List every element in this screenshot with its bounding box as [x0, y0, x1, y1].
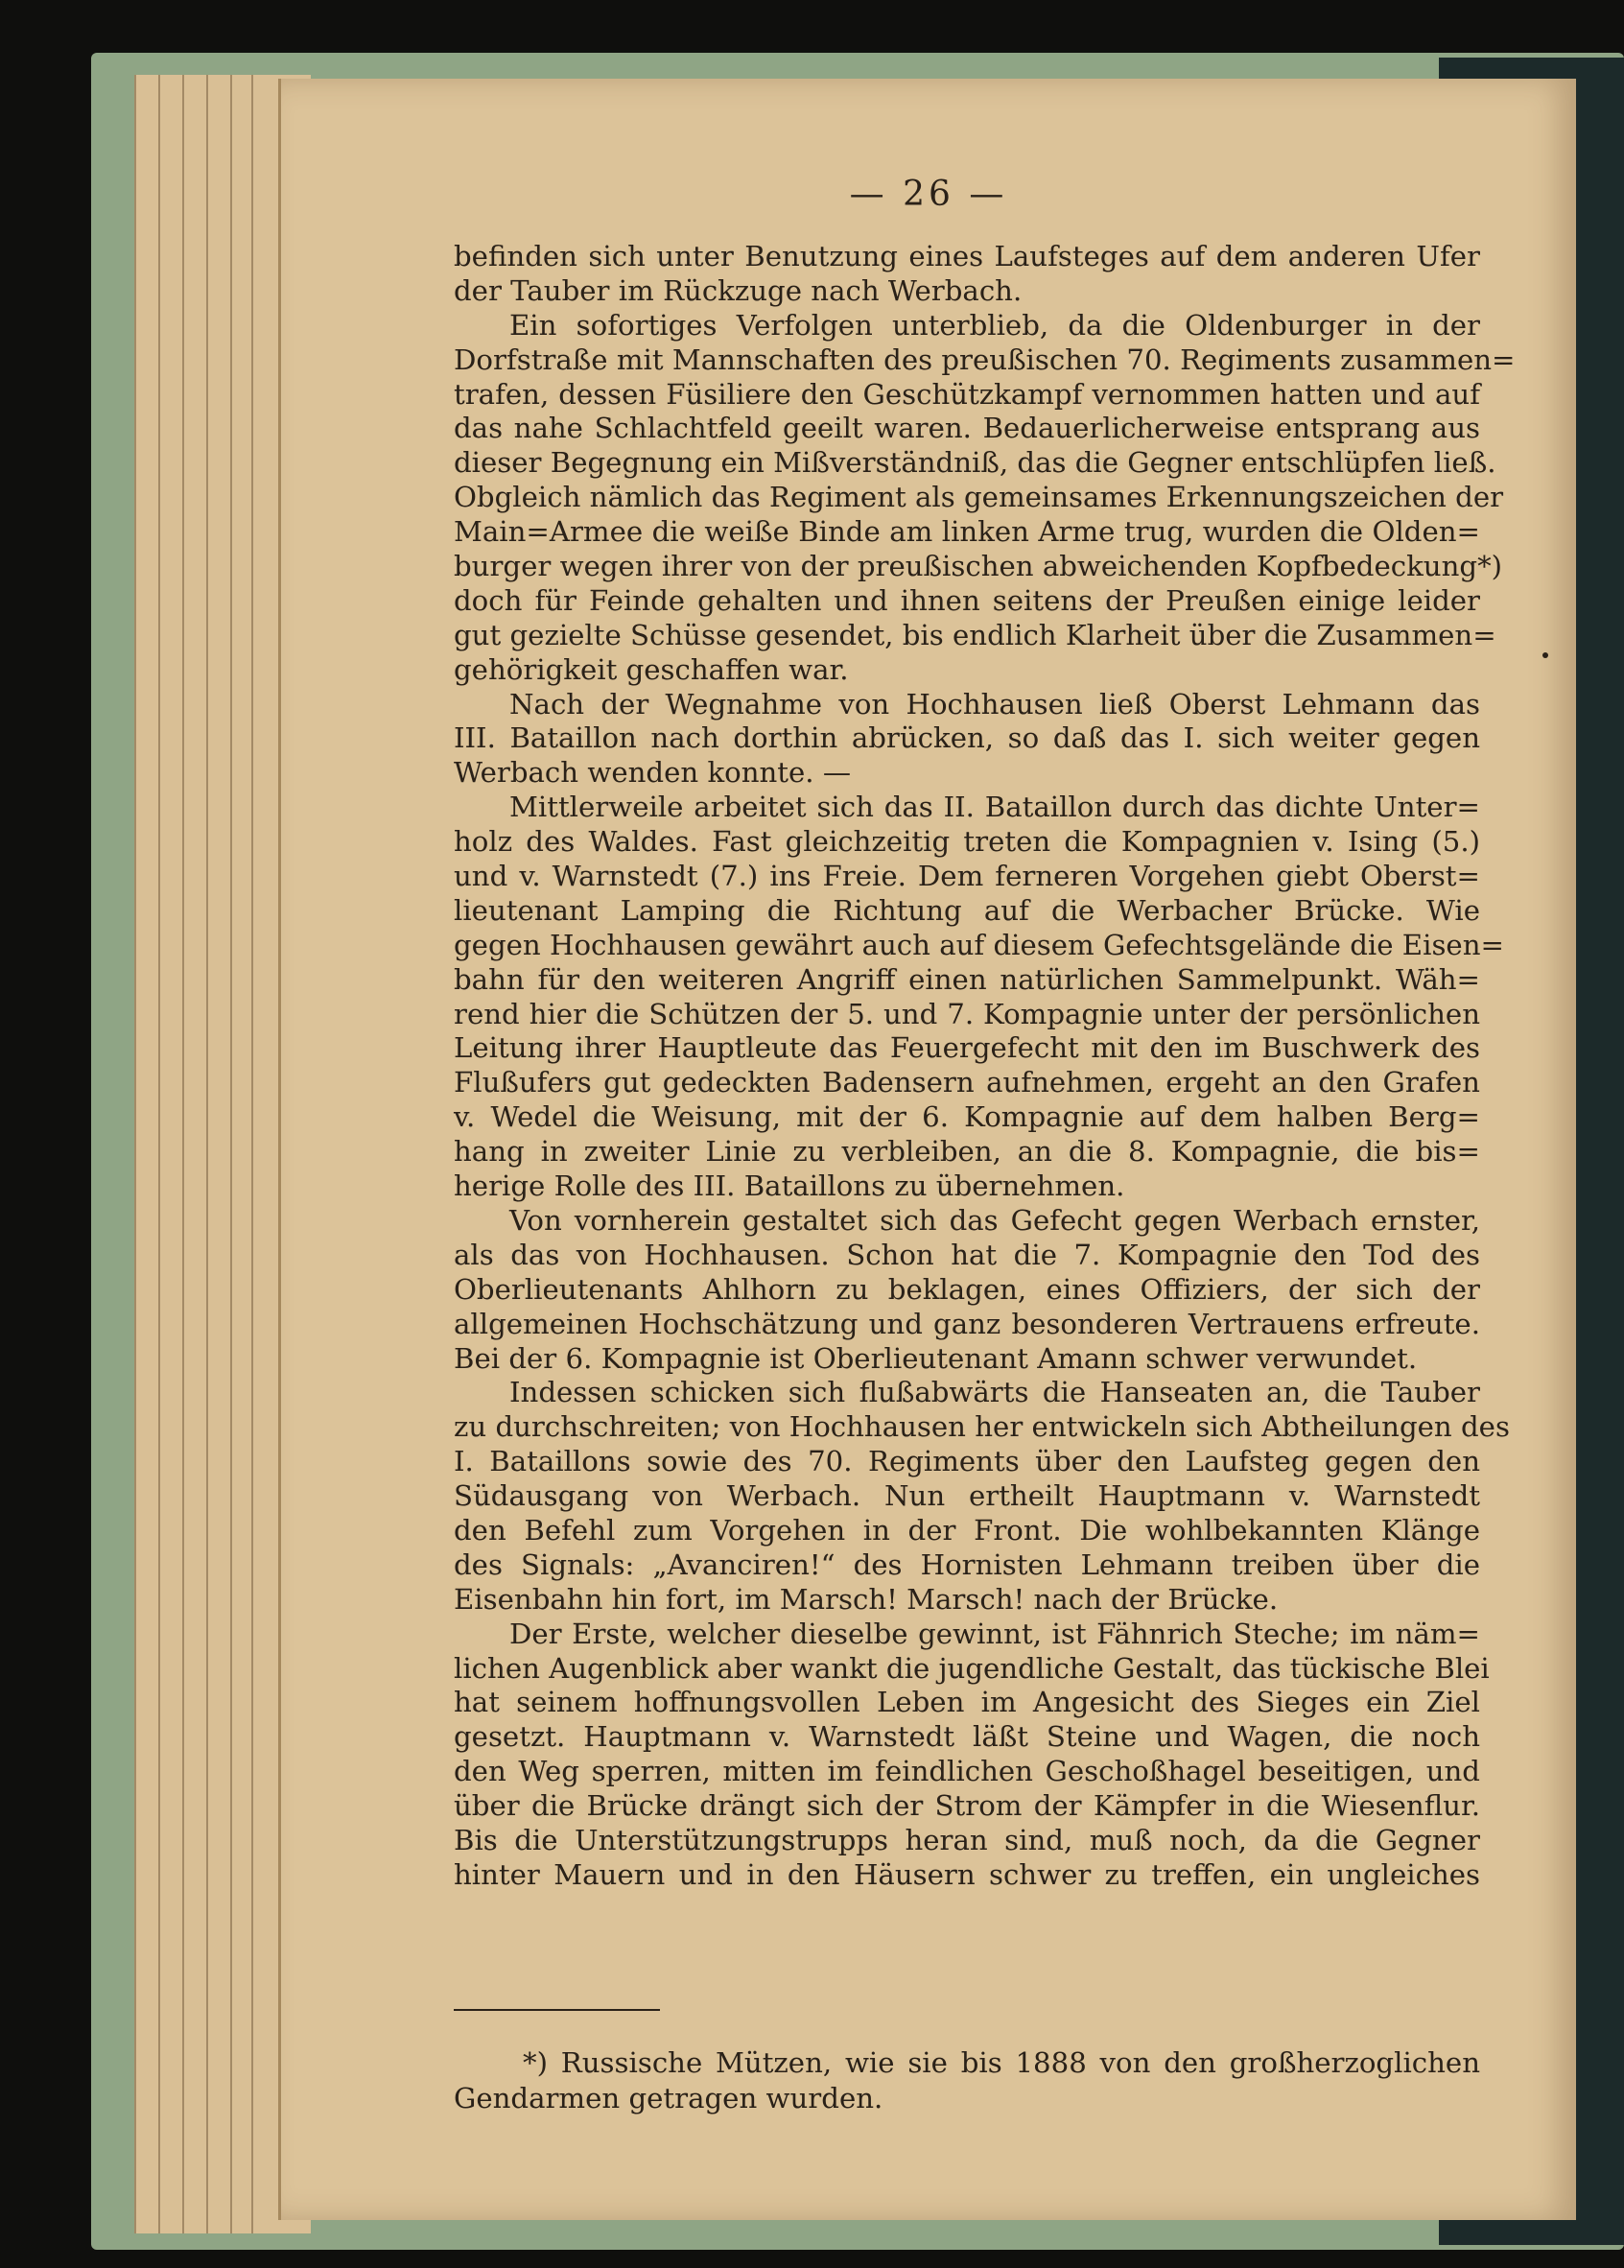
text-line: hinter Mauern und in den Häusern schwer zu treffen, ein ungleiches: [454, 1857, 1480, 1891]
text-line: dieser Begegnung ein Mißverständniß, das die Gegner entschlüpfen ließ.: [454, 446, 1496, 480]
text-line: den Befehl zum Vorgehen in der Front. Die wohlbekannten Klänge: [454, 1513, 1480, 1547]
text-line: rend hier die Schützen der 5. und 7. Kompagnie unter der persönlichen: [454, 997, 1480, 1030]
text-line: Von vornherein gestaltet sich das Gefecht gegen Werbach ernster,: [509, 1203, 1480, 1237]
text-line: über die Brücke drängt sich der Strom der Kämpfer in die Wiesenflur.: [454, 1789, 1480, 1823]
text-line: v. Wedel die Weisung, mit der 6. Kompagnie auf dem halben Berg=: [454, 1100, 1480, 1134]
text-line: der Tauber im Rückzuge nach Werbach.: [454, 273, 1023, 307]
text-line: burger wegen ihrer von der preußischen abweichenden Kopfbedeckung*): [454, 550, 1503, 583]
text-line: Bei der 6. Kompagnie ist Oberlieutenant Amann schwer verwundet.: [454, 1341, 1418, 1375]
text-line: herige Rolle des III. Bataillons zu übernehmen.: [454, 1169, 1125, 1203]
footnote-line: *) Russische Mützen, wie sie bis 1888 von den großherzoglichen: [523, 2046, 1480, 2079]
body-text: [454, 240, 1516, 1893]
text-line: gesetzt. Hauptmann v. Warnstedt läßt Steine und Wagen, die noch: [454, 1720, 1480, 1754]
text-line: Südausgang von Werbach. Nun ertheilt Hauptmann v. Warnstedt: [454, 1479, 1480, 1513]
text-line: zu durchschreiten; von Hochhausen her entwickeln sich Abtheilungen des: [454, 1410, 1510, 1444]
text-line: Ein sofortiges Verfolgen unterblieb, da die Oldenburger in der: [509, 308, 1480, 342]
text-line: bahn für den weiteren Angriff einen natürlichen Sammelpunkt. Wäh=: [454, 962, 1480, 996]
text-line: hat seinem hoffnungsvollen Leben im Angesicht des Sieges ein Ziel: [454, 1686, 1480, 1719]
text-line: lieutenant Lamping die Richtung auf die Werbacher Brücke. Wie: [454, 893, 1480, 927]
text-line: Oberlieutenants Ahlhorn zu beklagen, eines Offiziers, der sich der: [454, 1272, 1480, 1306]
text-line: gut gezielte Schüsse gesendet, bis endlich Klarheit über die Zusammen=: [454, 618, 1496, 651]
text-line: des Signals: „Avanciren!“ des Hornisten Lehmann treiben über die: [454, 1547, 1480, 1581]
footnote-rule: [454, 2009, 660, 2011]
text-line: III. Bataillon nach dorthin abrücken, so daß das I. sich weiter gegen: [454, 721, 1480, 755]
text-line: doch für Feinde gehalten und ihnen seitens der Preußen einige leider: [454, 583, 1480, 617]
text-line: trafen, dessen Füsiliere den Geschützkampf vernommen hatten und auf: [454, 377, 1480, 411]
page-number: — 26 —: [849, 175, 1008, 214]
text-line: und v. Warnstedt (7.) ins Freie. Dem ferneren Vorgehen giebt Oberst=: [454, 860, 1480, 893]
text-line: lichen Augenblick aber wankt die jugendliche Gestalt, das tückische Blei: [454, 1651, 1490, 1685]
text-line: gegen Hochhausen gewährt auch auf diesem Gefechtsgelände die Eisen=: [454, 928, 1504, 961]
text-line: das nahe Schlachtfeld geeilt waren. Bedauerlicherweise entsprang aus: [454, 412, 1480, 445]
text-line: holz des Waldes. Fast gleichzeitig treten die Kompagnien v. Ising (5.): [454, 825, 1480, 859]
text-line: den Weg sperren, mitten im feindlichen Geschoßhagel beseitigen, und: [454, 1755, 1480, 1788]
text-line: Mittlerweile arbeitet sich das II. Bataillon durch das dichte Unter=: [509, 791, 1480, 824]
text-line: befinden sich unter Benutzung eines Laufsteges auf dem anderen Ufer: [454, 240, 1480, 272]
text-line: Werbach wenden konnte. —: [454, 756, 852, 790]
text-line: Der Erste, welcher dieselbe gewinnt, ist Fähnrich Steche; im näm=: [509, 1617, 1480, 1650]
book-page: [278, 79, 1576, 2220]
text-line: Dorfstraße mit Mannschaften des preußischen 70. Regiments zusammen=: [454, 343, 1516, 376]
text-line: Eisenbahn hin fort, im Marsch! Marsch! nach der Brücke.: [454, 1582, 1279, 1616]
text-line: Flußufers gut gedeckten Badensern aufnehmen, ergeht an den Grafen: [454, 1066, 1480, 1099]
text-line: Nach der Wegnahme von Hochhausen ließ Oberst Lehmann das: [509, 687, 1480, 721]
text-line: hang in zweiter Linie zu verbleiben, an die 8. Kompagnie, die bis=: [454, 1135, 1480, 1169]
margin-mark: [1542, 652, 1548, 658]
footnote-line: Gendarmen getragen wurden.: [454, 2082, 883, 2114]
text-line: Leitung ihrer Hauptleute das Feuergefecht mit den im Buschwerk des: [454, 1031, 1480, 1065]
text-line: gehörigkeit geschaffen war.: [454, 652, 849, 686]
text-line: Indessen schicken sich flußabwärts die Hanseaten an, die Tauber: [509, 1376, 1480, 1409]
footnote: [454, 2045, 1480, 2116]
text-line: Obgleich nämlich das Regiment als gemeinsames Erkennungszeichen der: [454, 481, 1504, 514]
text-line: Bis die Unterstützungstrupps heran sind, muß noch, da die Gegner: [454, 1823, 1480, 1856]
text-line: Main=Armee die weiße Binde am linken Arme trug, wurden die Olden=: [454, 515, 1480, 549]
text-line: allgemeinen Hochschätzung und ganz besonderen Vertrauens erfreute.: [454, 1307, 1480, 1340]
text-line: I. Bataillons sowie des 70. Regiments über den Laufsteg gegen den: [454, 1445, 1480, 1478]
text-line: als das von Hochhausen. Schon hat die 7. Kompagnie den Tod des: [454, 1238, 1480, 1271]
